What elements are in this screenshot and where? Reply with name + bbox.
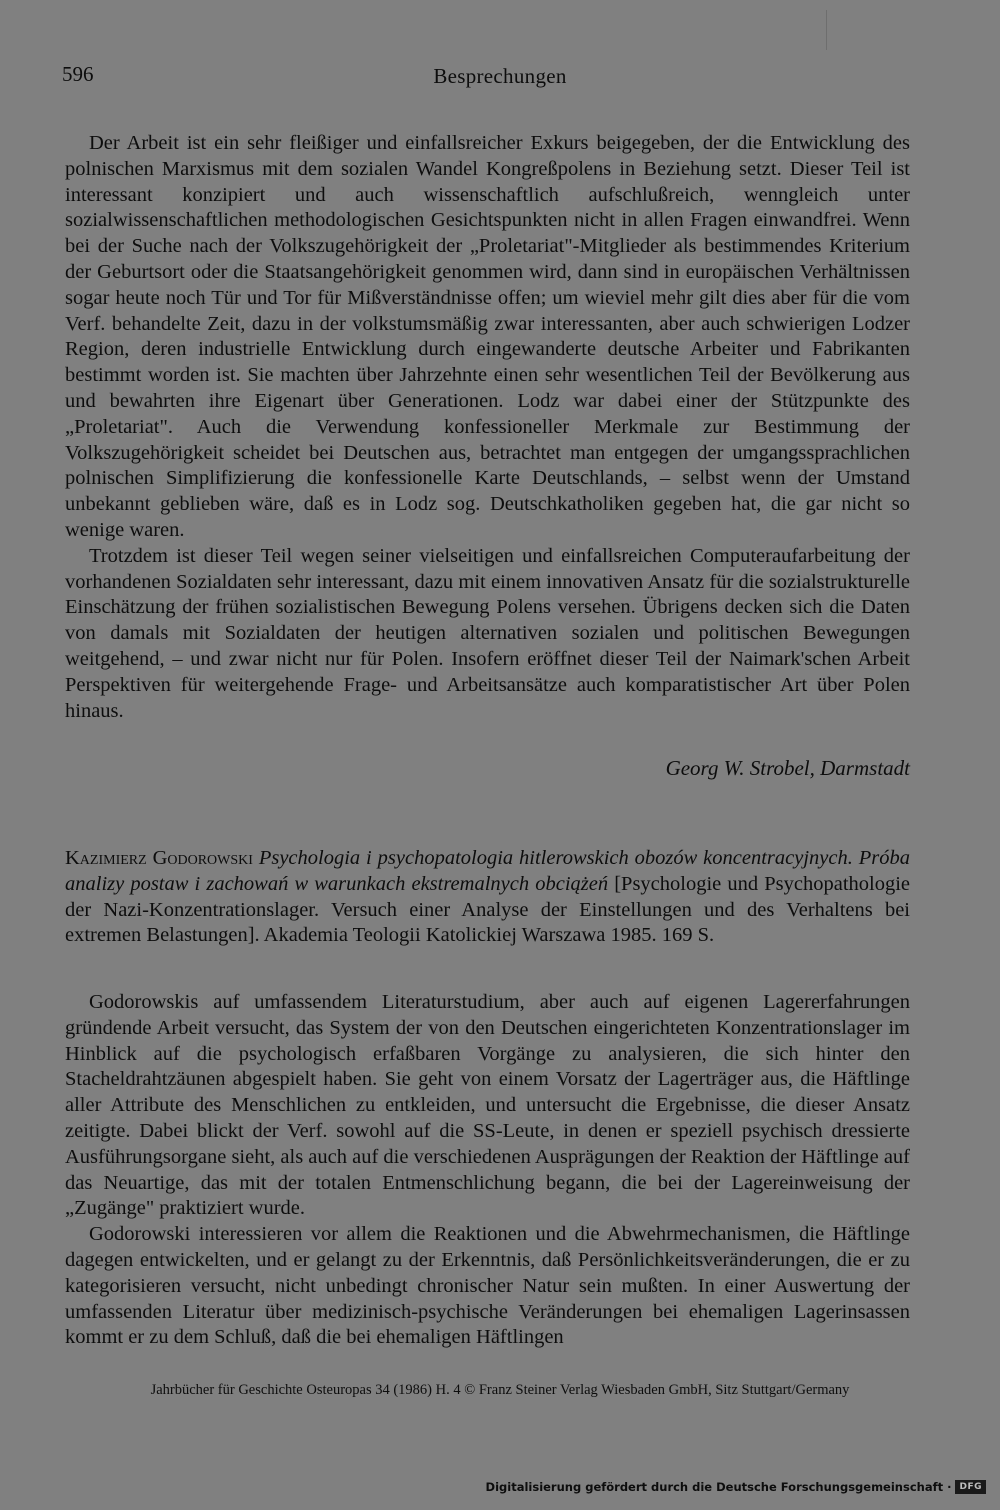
scan-artifact-line (826, 10, 827, 50)
publisher-footer: Jahrbücher für Geschichte Osteuropas 34 (1986) H. 4 © Franz Steiner Verlag Wiesbaden GmbH, Sitz Stuttgart/Germany (150, 1382, 850, 1398)
review-1-paragraph-1: Der Arbeit ist ein sehr fleißiger und einfallsreicher Exkurs beigegeben, der die Entwicklung des polnischen Marxismus mit dem sozialen Wandel Kongreßpolens in Beziehung setzt. Dieser Teil ist interessant konzipiert und auch wissenschaftlich aufschlußreich, wenngleich unter sozialwissenschaftlichen methodologischen Gesichtspunkten nicht in allen Fragen einwandfrei. Wenn bei der Suche nach der Volkszugehörigkeit der „Proletariat"-Mitglieder als bestimmendes Kriterium der Geburtsort oder die Staatsangehörigkeit genommen wird, dann sind in europäischen Verhältnissen sogar heute noch Tür und Tor für Mißverständnisse offen; um wieviel mehr gilt dies aber für die vom Verf. behandelte Zeit, dazu in der volkstumsmäßig zwar interessanten, aber auch schwierigen Lodzer Region, deren industrielle Entwicklung durch eingewanderte deutsche Arbeiter und Fabrikanten bestimmt worden ist. Sie machten über Jahrzehnte einen sehr wesentlichen Teil der Bevölkerung aus und bewahrten ihre Eigenart über Generationen. Lodz war dabei einer der Stützpunkte des „Proletariat". Auch die Verwendung konfessioneller Merkmale zur Bestimmung der Volkszugehörigkeit scheidet bei Deutschen aus, betrachtet man entgegen der umgangssprachlichen polnischen Simplifizierung die konfessionelle Karte Deutschlands, – selbst wenn der Umstand unbekannt geblieben wäre, daß es in Lodz sog. Deutschkatholiken gegeben hat, die gar nicht so wenige waren. (65, 132, 910, 541)
review-1-paragraph-2: Trotzdem ist dieser Teil wegen seiner vielseitigen und einfallsreichen Computeraufarbeitung der vorhandenen Sozialdaten sehr interessant, dazu mit einem innovativen Ansatz für die sozialstrukturelle Einschätzung der frühen sozialistischen Bewegung Polens versehen. Übrigens decken sich die Daten von damals mit Sozialdaten der heutigen alternativen sozialen und politischen Bewegungen weitgehend, – und zwar nicht nur für Polen. Insofern eröffnet dieser Teil der Naimark'schen Arbeit Perspektiven für weitergehende Frage- und Arbeitsansätze auch komparatistischer Art über Polen hinaus. (65, 544, 910, 722)
review-2-translation: [Psychologie und Psychopathologie der Nazi-Konzentrationslager. Versuch einer Analyse der Einstellungen und des Verhaltens bei extremen Belastungen]. Akademia Teologii Katolickiej Warszawa 1985. 169 S. (65, 872, 911, 947)
review-1-signature: Georg W. Strobel, Darmstadt (665, 756, 910, 780)
review-2-body (65, 990, 910, 1351)
review-2-paragraph-2: Godorowski interessieren vor allem die Reaktionen und die Abwehrmechanismen, die Häftlinge dagegen entwickelten, und er gelangt zu der Erkenntnis, daß Persönlichkeitsveränderungen, die er zu kategorisieren versucht, nicht unbedingt chronischer Natur sein mußten. In einer Auswertung der umfassenden Literatur über medizinisch-psychische Veränderungen bei ehemaligen Lagerinsassen kommt er zu dem Schluß, daß die bei ehemaligen Häftlingen (65, 1223, 910, 1349)
page-number: 596 (62, 62, 94, 86)
review-1-body (65, 131, 910, 724)
digitization-notice (486, 1480, 986, 1494)
review-2-title: Psychologia i psychopatologia hitlerowskich obozów koncentracyjnych. Próba analizy postaw i zachowań w warunkach ekstremalnych obciążeń (65, 847, 910, 895)
review-2-citation (65, 846, 910, 949)
digitization-text: Digitalisierung gefördert durch die Deutsche Forschungsgemeinschaft · (485, 1480, 952, 1494)
running-title: Besprechungen (433, 64, 567, 88)
review-2-author: Kazimierz Godorowski (65, 847, 253, 869)
review-2-paragraph-1: Godorowskis auf umfassendem Literaturstudium, aber auch auf eigenen Lagererfahrungen gründende Arbeit versucht, das System der von den Deutschen eingerichteten Konzentrationslager im Hinblick auf die psychologisch erfaßbaren Vorgänge zu analysieren, die sich hinter den Stacheldrahtzäunen abgespielt haben. Sie geht von einem Vorsatz der Lagerträger aus, die Häftlinge aller Attribute des Menschlichen zu entkleiden, und untersucht die Ergebnisse, die dieser Ansatz zeitigte. Dabei blickt der Verf. sowohl auf die SS-Leute, in denen er speziell psychisch dressierte Ausführungsorgane sieht, als auch auf die verschiedenen Ausprägungen der Reaktion der Häftlinge auf das Neuartige, das mit der totalen Entmenschlichung begann, die bei der Lagereinweisung der „Zugänge" praktiziert wurde. (65, 991, 910, 1220)
dfg-logo-icon: DFG (955, 1480, 986, 1494)
citation-text (65, 846, 910, 949)
